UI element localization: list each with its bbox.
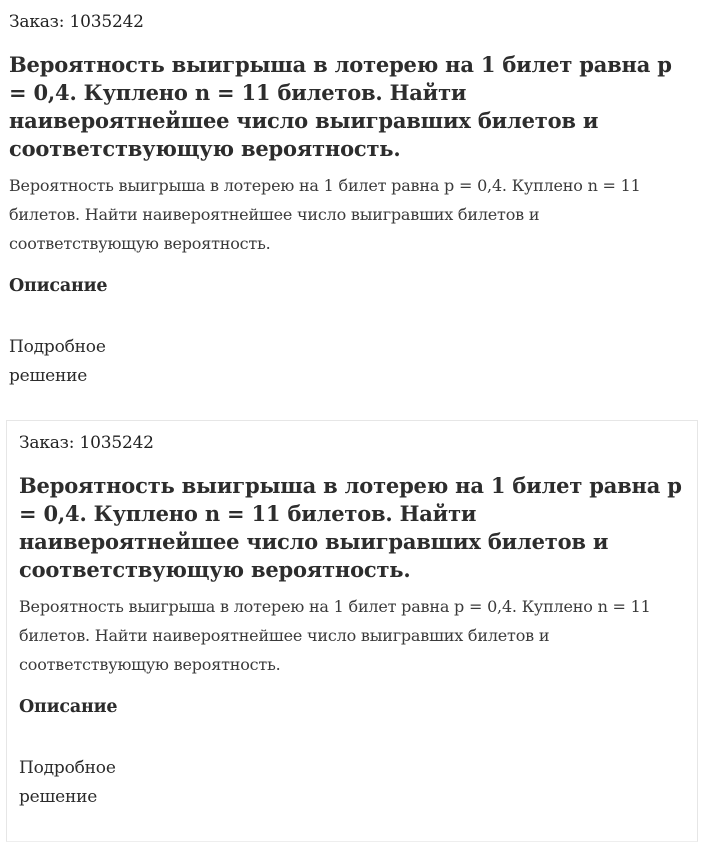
order-number: Заказ: 1035242	[19, 433, 154, 453]
task-text: Вероятность выигрыша в лотерею на 1 билет равна p = 0,4. Куплено n = 11 билетов. Найти наивероятнейшее число выигравших билетов и соответствующую вероятность.	[9, 176, 641, 253]
detailed-solution-link[interactable]: Подробное решение	[9, 337, 106, 386]
description-heading: Описание	[19, 697, 118, 717]
task-title: Вероятность выигрыша в лотерею на 1 билет равна p = 0,4. Куплено n = 11 билетов. Найти наивероятнейшее число выигравших билетов и соответствующую вероятность.	[19, 473, 682, 582]
task-title: Вероятность выигрыша в лотерею на 1 билет равна p = 0,4. Куплено n = 11 билетов. Найти наивероятнейшее число выигравших билетов и соответствующую вероятность.	[9, 52, 672, 161]
task-text: Вероятность выигрыша в лотерею на 1 билет равна p = 0,4. Куплено n = 11 билетов. Найти наивероятнейшее число выигравших билетов и соответствующую вероятность.	[19, 597, 651, 674]
detailed-solution-link[interactable]: Подробное решение	[19, 758, 116, 807]
order-number: Заказ: 1035242	[9, 12, 144, 32]
description-heading: Описание	[9, 276, 108, 296]
order-card	[6, 420, 698, 842]
order-card	[0, 0, 701, 420]
